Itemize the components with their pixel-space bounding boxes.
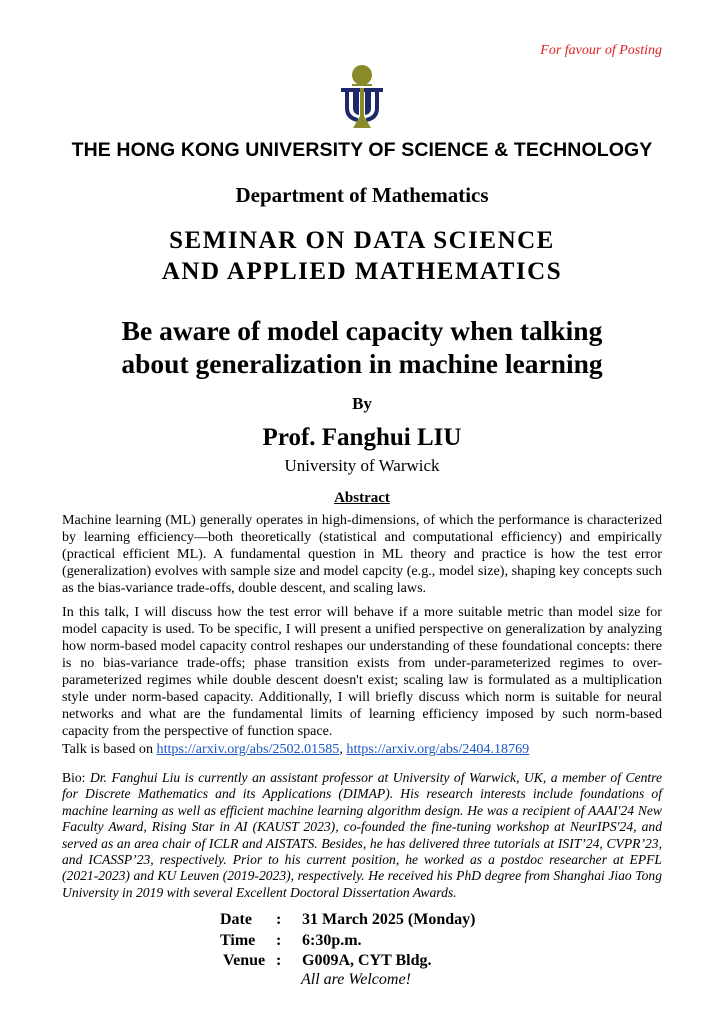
bio-text: Dr. Fanghui Liu is currently an assistant professor at University of Warwick, UK, a member of Centre for Discrete Mathematics and its Applications (DIMAP). His research interests include foundations of machine learning as well as efficient machine learning algorithm design. He was a recipient of AAAI'24 New Faculty Award, Rising Star in AI (KAUST 2023), co-founded the fine-tuning workshop at NeurIPS'24, and served as an area chair of ICLR and AISTATS. Besides, he has delivered three tutorials at ISIT’24, CVPR’23, and ICASSP’23, respectively. Prior to his current position, he worked as a postdoc researcher at EPFL (2021-2023) and KU Leuven (2019-2023), respectively. He received his PhD degree from Shanghai Jiao Tong University in 2019 with several Excellent Doctoral Dissertation Awards. (62, 770, 662, 900)
link-separator: , (339, 741, 347, 757)
time-label: Time (220, 931, 256, 949)
abstract-paragraph-2: In this talk, I will discuss how the test error will behave if a more suitable metric than model size for model capacity is used. To be specific, I will present a unified perspective on generalization by analyzing how norm-based model capacity control reshapes our understanding of these foundational concepts: there is no bias-variance trade-offs; phase transition exists from under-parameterized regimes to over-parameterized regimes while double descent doesn't exist; scaling law is formulated as a multiplication style under norm-based capacity. Additionally, I will briefly discuss which norm is suitable for neural networks and what are the fundamental limits of learning efficiency imposed by such norm-based capacity from the perspective of function space. (62, 604, 662, 739)
speaker-name: Prof. Fanghui LIU (262, 424, 462, 451)
seminar-series-line1: SEMINAR ON DATA SCIENCE (169, 227, 555, 254)
time-row (220, 931, 475, 952)
speaker-bio (62, 770, 662, 901)
speaker-affiliation: University of Warwick (284, 456, 440, 475)
arxiv-link-2[interactable]: https://arxiv.org/abs/2404.18769 (346, 741, 530, 757)
event-details (220, 910, 475, 972)
colon: : (276, 952, 282, 969)
venue-row (220, 951, 475, 972)
arxiv-link-1[interactable]: https://arxiv.org/abs/2502.01585 (156, 741, 340, 757)
based-on-label: Talk is based on (62, 741, 157, 757)
by-label: By (352, 394, 372, 413)
colon: : (276, 931, 282, 949)
venue-label: Venue (223, 952, 266, 969)
talk-title-line1: Be aware of model capacity when talking (121, 315, 603, 346)
abstract-paragraph-1: Machine learning (ML) generally operates in high-dimensions, of which the performance is characterized by learning efficiency—both theoretically (statistical and computational efficiency) and empirically (practical efficient ML). A fundamental question in ML theory and practice is how the test error (generalization) evolves with sample size and model capcity (e.g., model size), shaping key concepts such as the bias-variance trade-offs, double descent, and scaling laws. (62, 512, 662, 596)
posting-note: For favour of Posting (540, 43, 662, 58)
welcome-note: All are Welcome! (301, 971, 411, 988)
talk-title-line2: about generalization in machine learning (121, 348, 603, 379)
venue-value: G009A, CYT Bldg. (302, 952, 432, 969)
seminar-series-line2: AND APPLIED MATHEMATICS (161, 258, 563, 285)
department-name: Department of Mathematics (235, 183, 489, 207)
date-value: 31 March 2025 (Monday) (302, 911, 476, 928)
date-row (220, 910, 475, 931)
bio-label: Bio: (62, 770, 90, 785)
date-label: Date (220, 911, 252, 928)
colon: : (276, 911, 282, 928)
abstract-heading: Abstract (334, 490, 390, 506)
university-name: THE HONG KONG UNIVERSITY OF SCIENCE & TECHNOLOGY (71, 139, 653, 161)
reference-line (62, 741, 529, 758)
time-value: 6:30p.m. (302, 931, 362, 949)
hkust-logo (338, 64, 386, 132)
